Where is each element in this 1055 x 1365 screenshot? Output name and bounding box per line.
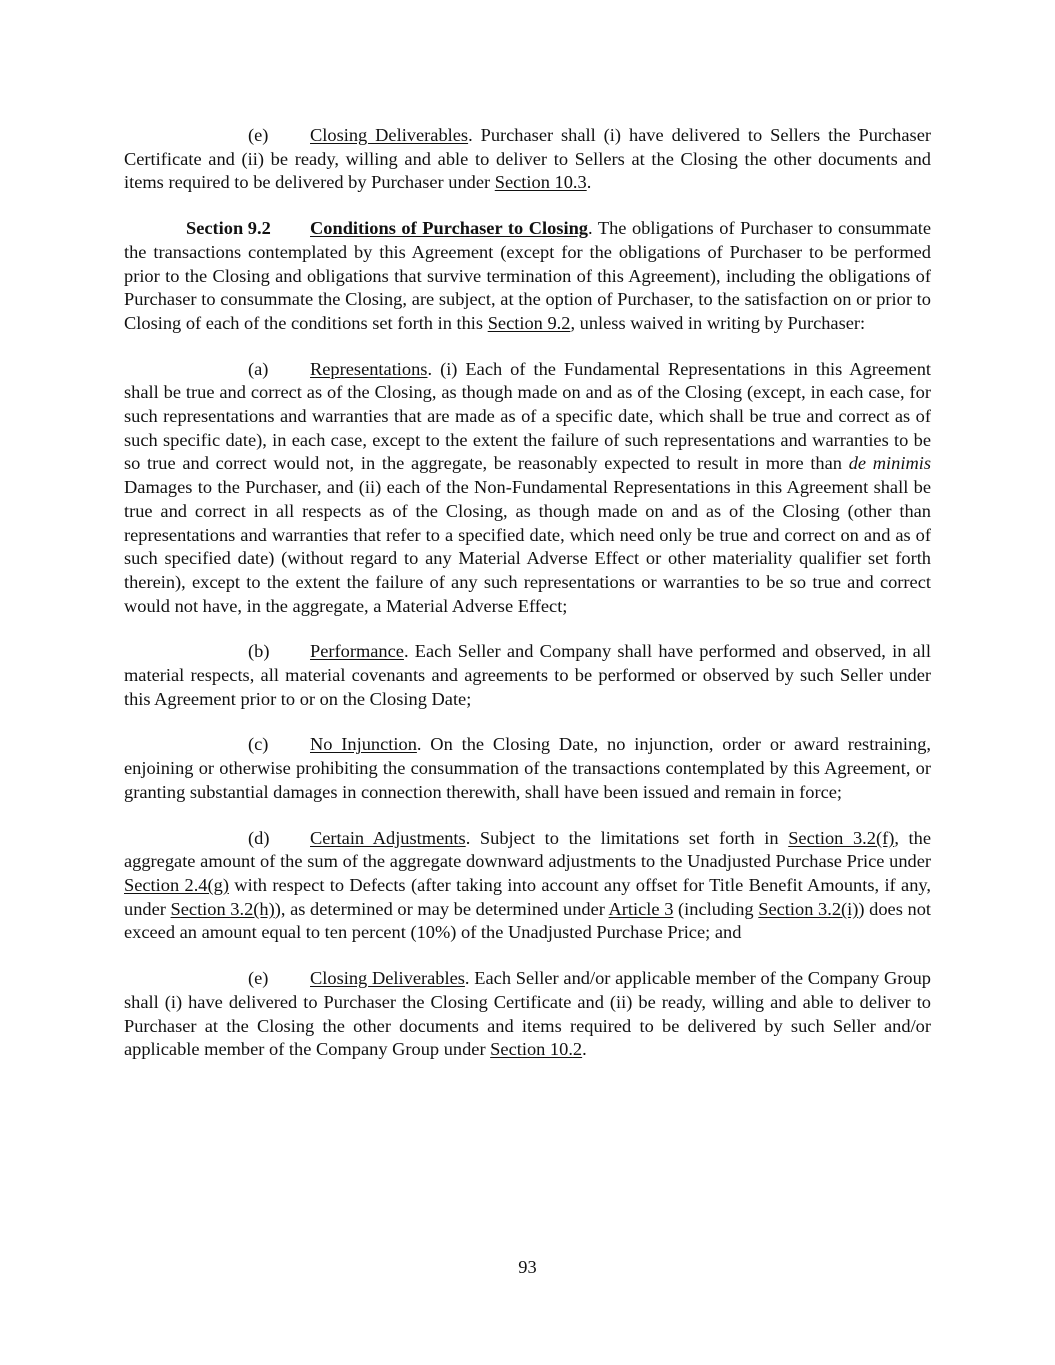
clause-text: ) does not exceed an amount equal to ten percent (10%) of the Unadjusted Purchase Price; and (124, 898, 932, 943)
clause-text: , the aggregate amount of the sum of the aggregate downward adjustments to the Unadjusted Purchase Price under (124, 827, 931, 872)
clause-heading: Representations (310, 358, 428, 379)
clause-text: . Each Seller and Company shall have performed and observed, in all material respects, all material covenants and agreements to be performed or observed by such Seller under this Agreement prior to or on the Closing Date; (124, 641, 931, 709)
clause-heading: Certain Adjustments (310, 827, 466, 848)
section-text: . The obligations of Purchaser to consummate the transactions contemplated by this Agreement (except for the obligations of Purchaser to be performed prior to the Closing and obligations that survive termination of this Agreement), including the obligations of Purchaser to consummate the Closing, are subject, at the option of Purchaser, to the satisfaction on or prior to Closing of each of the conditions set forth in this (124, 218, 931, 333)
clause-number: (d) (248, 827, 270, 848)
section-text: , unless waived in writing by Purchaser: (570, 312, 866, 333)
clause-text: ), as determined or may be determined under (274, 898, 609, 919)
clause-number: (a) (248, 358, 269, 379)
cross-reference: Section 3.2(f) (788, 827, 895, 848)
section-label: Section 9.2 (186, 218, 271, 239)
paragraph-d-certain-adjustments (124, 827, 931, 946)
section-heading: Conditions of Purchaser to Closing (310, 218, 589, 239)
cross-reference: Section 3.2(i) (758, 898, 859, 919)
paragraph-e-seller-closing-deliverables (124, 967, 931, 1062)
clause-text: . (586, 172, 592, 193)
clause-number: (e) (248, 125, 269, 145)
cross-reference: Section 10.2 (490, 1039, 583, 1060)
clause-text: . Each Seller and/or applicable member of the Company Group shall (i) have delivered to Purchaser the Closing Certificate and (ii) be ready, willing and able to deliver to Purchaser at the Closing the other documents and items required to be delivered by such Seller and/or applicable member of the Company Group under (124, 968, 931, 1060)
paragraph-c-no-injunction (124, 733, 931, 804)
paragraph-e-purchaser-closing-deliverables (124, 124, 931, 195)
section-9-2-paragraph (124, 217, 931, 336)
cross-reference: Section 10.3 (494, 172, 587, 193)
cross-reference: Section 3.2(h) (170, 898, 275, 919)
paragraph-a-representations (124, 358, 931, 619)
clause-text: with respect to Defects (after taking into account any offset for Title Benefit Amounts, if any, under (124, 874, 931, 919)
clause-number: (b) (248, 641, 270, 662)
clause-text: . Purchaser shall (i) have delivered to Sellers the Purchaser Certificate and (ii) be ready, willing and able to deliver to Sellers at the Closing the other documents and items required to be delivered by Purchaser under (124, 125, 931, 193)
clause-heading: Performance (310, 641, 404, 662)
document-page (124, 124, 931, 1084)
cross-reference: Article 3 (608, 898, 674, 919)
paragraph-b-performance (124, 640, 931, 711)
clause-text: . (i) Each of the Fundamental Representations in this Agreement shall be true and correct as of the Closing, as though made on and as of the Closing (except, in each case, for such representations and warranties that are made as of a specific date, which shall be true and correct as of such specific date), in each case, except to the extent the failure of such representations and warranties to be so true and correct would not, in the aggregate, be reasonably expected to result in more than (124, 358, 931, 474)
clause-number: (c) (248, 734, 269, 755)
cross-reference: Section 2.4(g) (124, 874, 229, 895)
clause-text: (including (673, 898, 759, 919)
clause-text: . On the Closing Date, no injunction, order or award restraining, enjoining or otherwise prohibiting the consummation of the transactions contemplated by this Agreement, or granting substantial damages in connection therewith, shall have been issued and remain in force; (124, 734, 931, 802)
cross-reference: Section 9.2 (487, 312, 571, 333)
clause-heading: Closing Deliverables (310, 125, 469, 145)
page-number: 93 (518, 1257, 537, 1277)
clause-heading: Closing Deliverables (310, 968, 465, 989)
italic-term: de minimis (848, 453, 931, 474)
clause-heading: No Injunction (310, 734, 417, 755)
clause-number: (e) (248, 968, 269, 989)
clause-text: Damages to the Purchaser, and (ii) each of the Non-Fundamental Representations in this Agreement shall be true and correct in all respects as of the Closing, as though made on and as of the Closing (other than representations and warranties that refer to a specified date, which need only be true and correct on and as of such specified date) (without regard to any Material Adverse Effect or other materiality qualifier set forth therein), except to the extent the failure of any such representations or warranties to be so true and correct would not have, in the aggregate, a Material Adverse Effect; (124, 477, 931, 616)
clause-text: . Subject to the limitations set forth in (465, 827, 789, 848)
clause-text: . (582, 1039, 587, 1060)
